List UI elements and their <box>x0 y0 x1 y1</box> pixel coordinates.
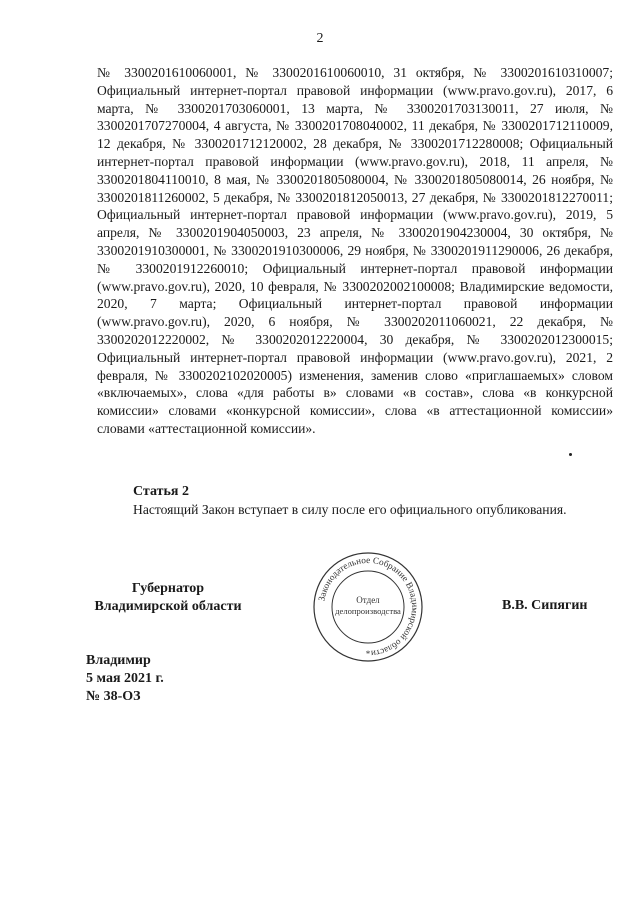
footer-date: 5 мая 2021 г. <box>86 671 164 686</box>
stamp-ring-text: Законодательное Собрание Владимирской области <box>316 554 421 659</box>
signer-title <box>88 580 248 616</box>
signer-title-line2: Владимирской области <box>94 599 242 614</box>
signer-title-line1: Губернатор <box>131 581 205 596</box>
article-heading: Статья 2 <box>133 484 189 499</box>
ink-dot <box>569 453 572 456</box>
footer-block <box>86 652 164 706</box>
stamp-center-line1: Отдел <box>356 595 380 605</box>
footer-law-number: № 38-ОЗ <box>86 689 141 704</box>
page-number: 2 <box>316 31 324 46</box>
stamp-center-line2: делопроизводства <box>335 606 401 616</box>
article-text: Настоящий Закон вступает в силу после его официального опубликования. <box>133 502 567 517</box>
office-stamp <box>312 551 424 663</box>
body-paragraph: № 3300201610060001, № 3300201610060010, 31 октября, № 3300201610310007; Официальный интернет-портал правовой информации (www.pravo.gov.ru), 2017, 6 марта, № 3300201703060001, 13 марта, № 3300201703130011, 27 июля, № 3300201707270004, 4 августа, № 3300201708040002, 11 декабря, № 3300201712110009, 12 декабря, № 3300201712120002, 28 декабря, № 3300201712280008; Официальный интернет-портал правовой информации (www.pravo.gov.ru), 2018, 11 апреля, № 3300201804110010, 8 мая, № 3300201805080004, № 3300201805080014, 26 ноября, № 3300201811260002, 5 декабря, № 3300201812050013, 27 декабря, № 3300201812270011; Официальный интернет-портал правовой информации (www.pravo.gov.ru), 2019, 5 апреля, № 3300201904050003, 23 апреля, № 3300201904230004, 30 октября, № 3300201910300001, № 3300201910300006, 29 ноября, № 3300201911290006, 26 декабря, № 3300201912260010; Официальный интернет-портал правовой информации (www.pravo.gov.ru), 2020, 10 февраля, № 3300202002100008; Владимирские ведомости, 2020, 7 марта; Официальный интернет-портал правовой информации (www.pravo.gov.ru), 2020, 6 ноября, № 3300202011060021, 22 декабря, № 3300202012220002, № 3300202012220004, 30 декабря, № 3300202012300015; Официальный интернет-портал правовой информации (www.pravo.gov.ru), 2021, 2 февраля, № 3300202102020005) изменения, заменив слово «приглашаемых» словом «включаемых», слова «для работы в» словами «в состав», слова «в конкурсной комиссии» словами «конкурсной комиссии», слова «в аттестационной комиссии» словами «аттестационной комиссии». <box>97 65 613 436</box>
footer-city: Владимир <box>86 653 151 668</box>
stamp-star: * <box>365 649 371 659</box>
signer-name: В.В. Сипягин <box>502 598 588 613</box>
